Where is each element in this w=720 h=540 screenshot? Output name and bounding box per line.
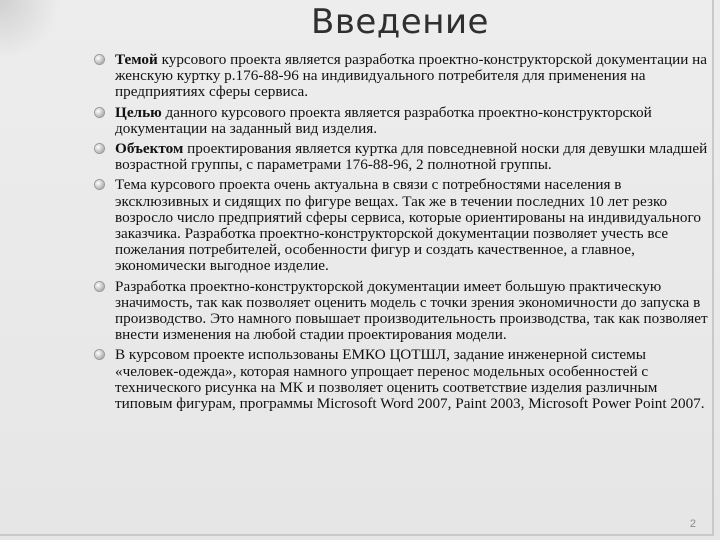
bullet-icon [95, 108, 104, 117]
bullet-text: данного курсового проекта является разработка проектно-конструкторской документации на заданный вид изделия. [115, 103, 652, 137]
bullet-icon [95, 180, 104, 189]
bullet-text: В курсовом проекте использованы ЕМКО ЦОТШЛ, задание инженерной системы «человек-одежда», которая намного упрощает перенос модельных особенностей с технического рисунка на МК и позволяет оценить соответствие изделия различным типовым фигурам, программы Microsoft Word 2007, Paint 2003, Microsoft Power Point 2007. [115, 346, 705, 413]
bullet-item-significance [95, 279, 710, 344]
slide-title: Введение [311, 2, 489, 42]
bullet-item-goal [95, 105, 710, 137]
bullet-lead: Объектом [115, 140, 184, 158]
bullet-list [95, 52, 710, 416]
bullet-text: проектирования является куртка для повседневной носки для девушки младшей возрастной группы, с параметрами 176-88-96, 2 полнотной группы. [115, 140, 708, 174]
bullet-lead: Темой [115, 51, 158, 68]
bullet-icon [95, 55, 104, 64]
bullet-text: курсового проекта является разработка проектно-конструкторской документации на женскую куртку р.176-88-96 на индивидуального потребителя для применения на предприятиях сферы сервиса. [115, 51, 708, 101]
bullet-icon [95, 350, 104, 359]
page-number: 2 [689, 518, 696, 530]
bullet-text: Разработка проектно-конструкторской документации имеет большую практическую значимость, так как позволяет оценить модель с точки зрения экономичности до запуска в производство. Это намного повышает производительность производства, так как позволяет внести изменения на любой стадии проектирования модели. [115, 277, 708, 344]
bullet-text: Тема курсового проекта очень актуальна в связи с потребностями населения в эксклюзивных и сидящих по фигуре вещах. Так же в течении последних 10 лет резко возросло число предприятий сферы сервиса, которые ориентированы на индивидуального заказчика. Разработка проектно-конструкторской документации позволяет учесть все пожелания потребителей, особенности фигур и создать качественное, а главное, экономически выгодное изделие. [115, 176, 701, 275]
bullet-item-object [95, 141, 710, 173]
bullet-item-topic [95, 52, 710, 101]
bullet-lead: Целью [115, 103, 162, 121]
bullet-icon [95, 144, 104, 153]
bullet-item-relevance [95, 177, 710, 274]
bullet-item-tools [95, 347, 710, 412]
bullet-icon [95, 282, 104, 291]
